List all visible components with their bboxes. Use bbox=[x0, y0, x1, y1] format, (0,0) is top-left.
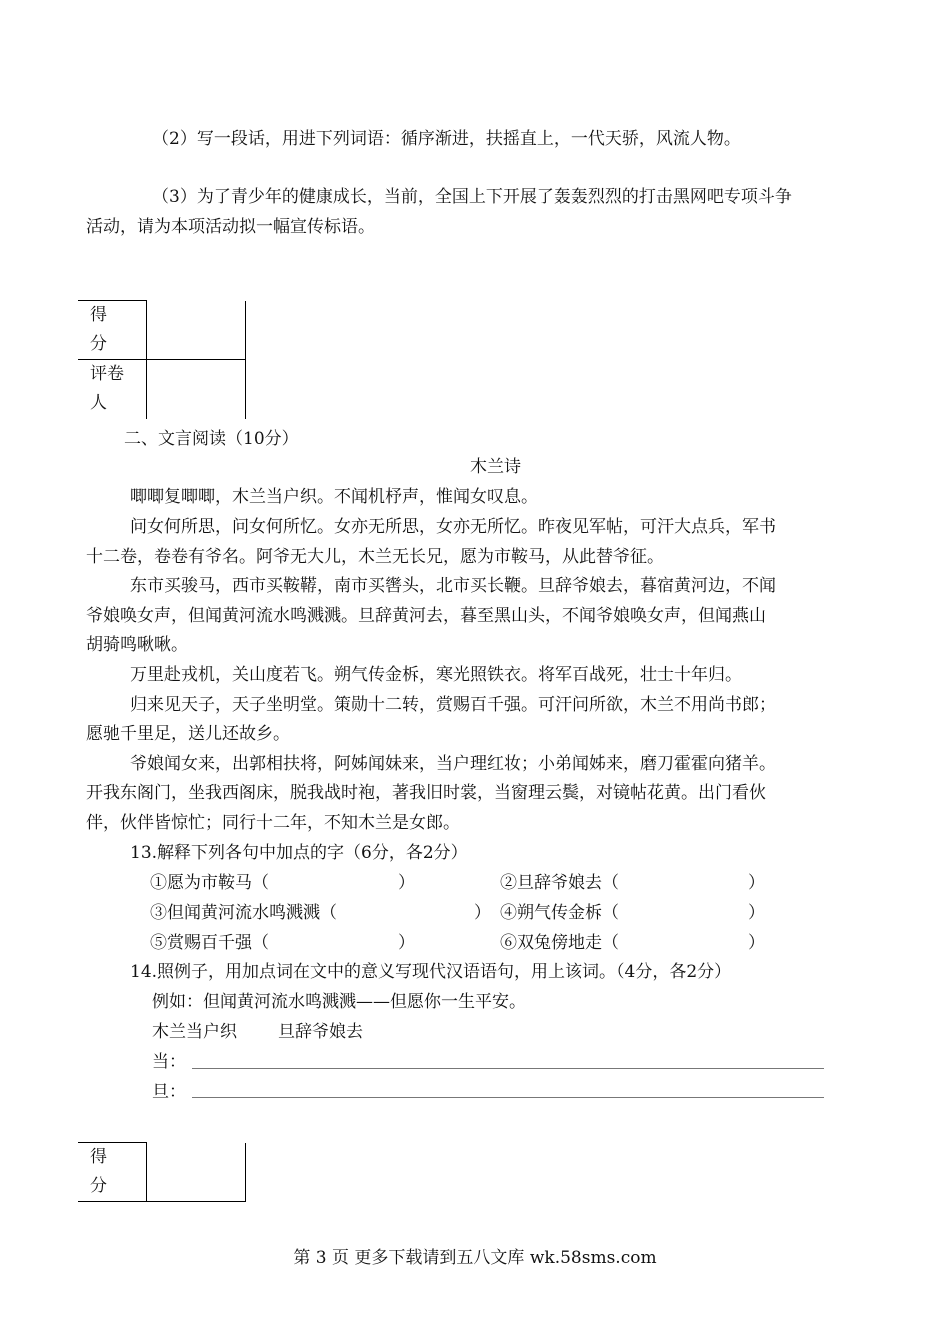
q13-item-4-close: ） bbox=[748, 903, 765, 923]
score-table-1 bbox=[78, 300, 246, 419]
poem-line: 万里赴戎机，关山度若飞。朔气传金柝，寒光照铁衣。将军百战死，壮士十年归。 bbox=[130, 665, 742, 685]
q13-item-1: ①愿为市鞍马（ bbox=[150, 873, 269, 893]
writing-question-2: （2）写一段话，用进下列词语：循序渐进，扶摇直上，一代天骄，风流人物。 bbox=[152, 129, 741, 149]
poem-line: 爷娘闻女来，出郭相扶将，阿姊闻妹来，当户理红妆；小弟闻姊来，磨刀霍霍向猪羊。 bbox=[130, 754, 776, 774]
q13-item-3: ③但闻黄河流水鸣溅溅（ bbox=[150, 903, 337, 923]
writing-question-3-line1: （3）为了青少年的健康成长，当前，全国上下开展了轰轰烈烈的打击黑网吧专项斗争 bbox=[152, 187, 792, 207]
q13-item-2-close: ） bbox=[748, 873, 765, 893]
poem-line: 愿驰千里足，送儿还故乡。 bbox=[86, 724, 290, 744]
poem-line: 归来见天子，天子坐明堂。策勋十二转，赏赐百千强。可汗问所欲，木兰不用尚书郎； bbox=[130, 695, 776, 715]
section-heading: 二、文言阅读（10分） bbox=[124, 429, 299, 449]
grader-cell[interactable] bbox=[147, 360, 246, 419]
q13-item-5-close: ） bbox=[398, 933, 415, 953]
score-table-2 bbox=[78, 1142, 246, 1202]
poem-line: 胡骑鸣啾啾。 bbox=[86, 635, 188, 655]
q13-item-3-close: ） bbox=[474, 903, 491, 923]
q14-answer-line-2[interactable] bbox=[192, 1097, 824, 1098]
q14-phrase-1: 木兰当户织 bbox=[152, 1022, 237, 1042]
grader-label: 评卷 人 bbox=[78, 360, 147, 419]
poem-line: 问女何所思，问女何所忆。女亦无所思，女亦无所忆。昨夜见军帖，可汗大点兵，军书 bbox=[130, 517, 776, 537]
poem-line: 东市买骏马，西市买鞍鞯，南市买辔头，北市买长鞭。旦辞爷娘去，暮宿黄河边，不闻 bbox=[130, 576, 776, 596]
q13-item-2: ②旦辞爷娘去（ bbox=[500, 873, 619, 893]
q14-example: 例如：但闻黄河流水鸣溅溅——但愿你一生平安。 bbox=[152, 992, 526, 1012]
q13-item-5: ⑤赏赐百千强（ bbox=[150, 933, 269, 953]
page-footer: 第 3 页 更多下载请到五八文库 wk.58sms.com bbox=[293, 1248, 657, 1268]
q14-answer-label-1: 当： bbox=[152, 1052, 186, 1072]
poem-line: 开我东阁门，坐我西阁床，脱我战时袍，著我旧时裳，当窗理云鬓，对镜帖花黄。出门看伙 bbox=[86, 783, 766, 803]
score-label: 得 分 bbox=[78, 1143, 147, 1202]
question-13-stem: 13.解释下列各句中加点的字（6分，各2分） bbox=[130, 843, 468, 863]
poem-line: 伴，伙伴皆惊忙；同行十二年，不知木兰是女郎。 bbox=[86, 813, 460, 833]
score-cell[interactable] bbox=[147, 301, 246, 360]
q13-item-6: ⑥双兔傍地走（ bbox=[500, 933, 619, 953]
q13-item-4: ④朔气传金柝（ bbox=[500, 903, 619, 923]
q14-answer-line-1[interactable] bbox=[192, 1068, 824, 1069]
score-cell[interactable] bbox=[147, 1143, 246, 1202]
writing-question-3-line2: 活动，请为本项活动拟一幅宣传标语。 bbox=[86, 217, 375, 237]
q14-phrase-2: 旦辞爷娘去 bbox=[278, 1022, 363, 1042]
q13-item-6-close: ） bbox=[748, 933, 765, 953]
q14-answer-label-2: 旦： bbox=[152, 1082, 186, 1102]
poem-line: 唧唧复唧唧，木兰当户织。不闻机杼声，惟闻女叹息。 bbox=[130, 487, 538, 507]
poem-line: 十二卷，卷卷有爷名。阿爷无大儿，木兰无长兄，愿为市鞍马，从此替爷征。 bbox=[86, 547, 664, 567]
poem-title: 木兰诗 bbox=[470, 457, 521, 477]
question-14-stem: 14.照例子，用加点词在文中的意义写现代汉语语句，用上该词。（4分，各2分） bbox=[130, 962, 732, 982]
q13-item-1-close: ） bbox=[398, 873, 415, 893]
score-label: 得 分 bbox=[78, 301, 147, 360]
poem-line: 爷娘唤女声，但闻黄河流水鸣溅溅。旦辞黄河去，暮至黑山头，不闻爷娘唤女声，但闻燕山 bbox=[86, 606, 766, 626]
